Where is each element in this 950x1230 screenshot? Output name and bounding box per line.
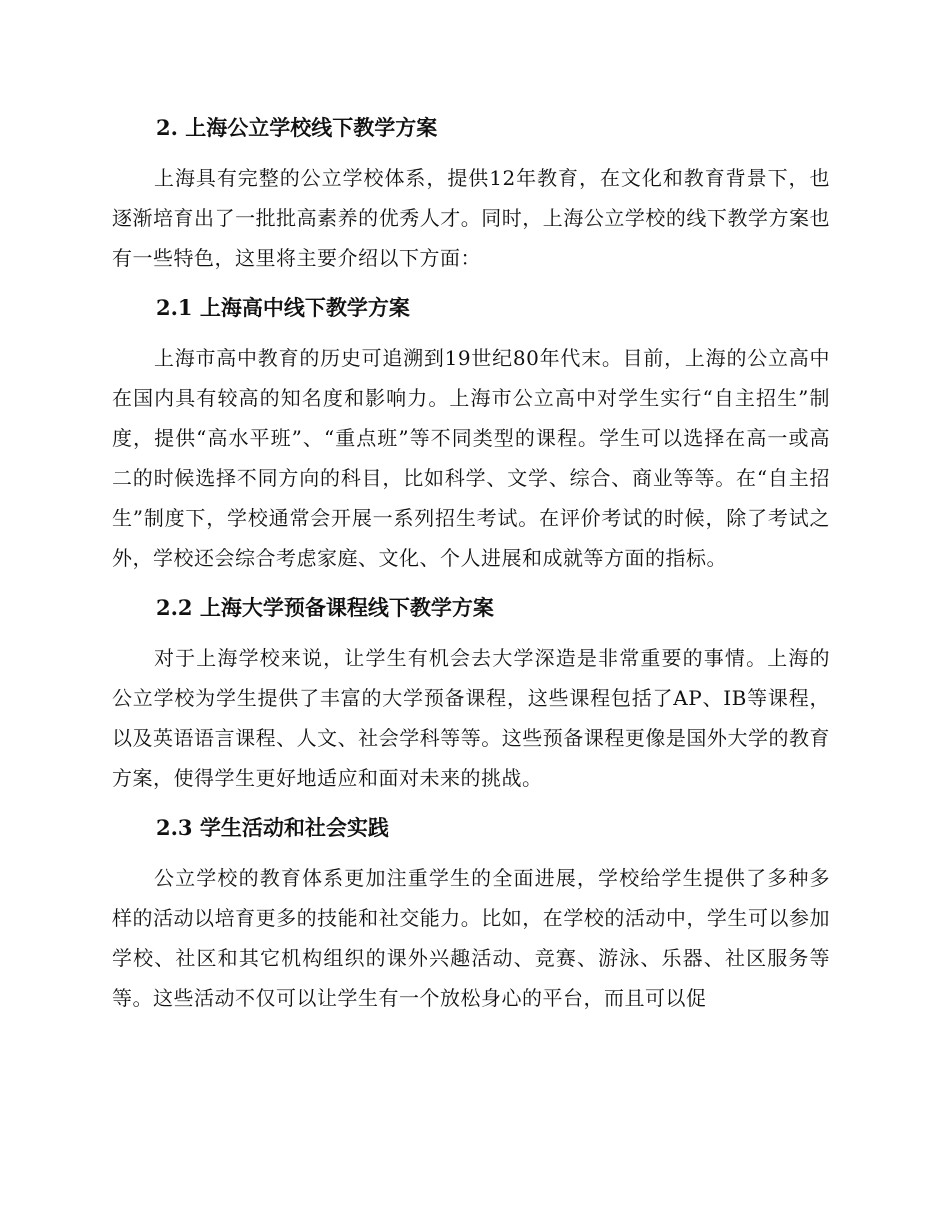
- section-heading: 2.3 学生活动和社会实践: [156, 815, 389, 840]
- document-page: [112, 110, 830, 1018]
- section-paragraph: 对于上海学校来说，让学生有机会去大学深造是非常重要的事情。上海的公立学校为学生提供了丰富的大学预备课程，这些课程包括了AP、IB等课程，以及英语语言课程、人文、社会学科等等。这些预备课程更像是国外大学的教育方案，使得学生更好地适应和面对未来的挑战。: [112, 646, 830, 790]
- section-paragraph: 公立学校的教育体系更加注重学生的全面进展，学校给学生提供了多种多样的活动以培育更多的技能和社交能力。比如，在学校的活动中，学生可以参加学校、社区和其它机构组织的课外兴趣活动、竞赛、游泳、乐器、社区服务等等。这些活动不仅可以让学生有一个放松身心的平台，而且可以促: [112, 866, 830, 1010]
- section-heading: 2. 上海公立学校线下教学方案: [156, 115, 438, 140]
- section-paragraph: 上海具有完整的公立学校体系，提供12年教育，在文化和教育背景下，也逐渐培育出了一批批高素养的优秀人才。同时，上海公立学校的线下教学方案也有一些特色，这里将主要介绍以下方面：: [112, 166, 830, 270]
- section-heading: 2.2 上海大学预备课程线下教学方案: [156, 595, 494, 620]
- section-heading: 2.1 上海高中线下教学方案: [156, 295, 410, 320]
- section-paragraph: 上海市高中教育的历史可追溯到19世纪80年代末。目前，上海的公立高中在国内具有较高的知名度和影响力。上海市公立高中对学生实行“自主招生”制度，提供“高水平班”、“重点班”等不同类型的课程。学生可以选择在高一或高二的时候选择不同方向的科目，比如科学、文学、综合、商业等等。在“自主招生”制度下，学校通常会开展一系列招生考试。在评价考试的时候，除了考试之外，学校还会综合考虑家庭、文化、个人进展和成就等方面的指标。: [112, 346, 830, 570]
